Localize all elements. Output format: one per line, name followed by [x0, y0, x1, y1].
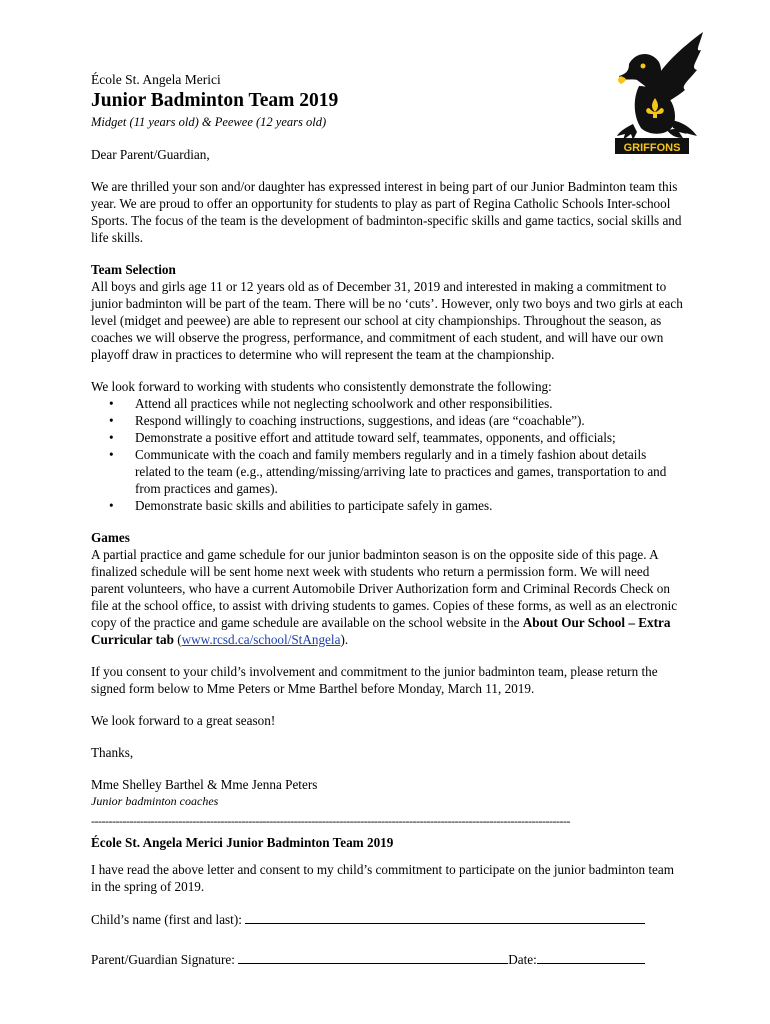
signature-label: Parent/Guardian Signature: [91, 952, 239, 967]
form-consent: I have read the above letter and consent to my child’s commitment to participate on the junior badminton team in the spring of 2019. [91, 862, 675, 894]
letter-body [91, 146, 683, 982]
games-heading: Games [91, 530, 130, 545]
list-item: • Respond willingly to coaching instructions, suggestions, and ideas (are “coachable”). [135, 412, 683, 429]
child-name-label: Child’s name (first and last): [91, 912, 246, 927]
list-item: • Communicate with the coach and family members regularly and in a timely fashion about details related to the team (e.g., attending/missing/arriving late to practices and games, transportation to and from practices and games). [135, 446, 683, 497]
team-selection-heading: Team Selection [91, 262, 176, 277]
consent-paragraph: If you consent to your child’s involvement and commitment to the junior badminton team, please return the signed form below to Mme Peters or Mme Barthel before Monday, March 11, 2019. [91, 664, 658, 696]
signature-field[interactable] [91, 950, 683, 968]
games-text: A partial practice and game schedule for our junior badminton season is on the opposite side of this page. A finalized schedule will be sent home next week with students who return a permission form. We will need parent volunteers, who have a current Automobile Driver Authorization form and Criminal Records Check on file at the school office, to assist with driving students to games. Copies of these forms, as well as an electronic copy of the practice and game schedule are available on the school website in the [91, 547, 678, 630]
griffons-logo [611, 28, 707, 156]
signatories: Mme Shelley Barthel & Mme Jenna Peters [91, 777, 318, 792]
school-name: École St. Angela Merici [91, 72, 221, 87]
page-subtitle: Midget (11 years old) & Peewee (12 years old) [91, 115, 327, 129]
griffon-head [619, 54, 661, 90]
school-website-link[interactable]: www.rcsd.ca/school/StAngela [181, 632, 341, 647]
games-website-section: About Our School – Extra Curricular tab [91, 615, 671, 647]
logo-text: GRIFFONS [623, 142, 681, 154]
form-title: École St. Angela Merici Junior Badminton Team 2019 [91, 835, 394, 850]
child-name-field[interactable] [91, 910, 683, 928]
list-item: • Attend all practices while not neglecting schoolwork and other responsibilities. [135, 395, 683, 412]
games-link-close: ). [340, 632, 349, 647]
closing-line: We look forward to a great season! [91, 713, 276, 728]
page-title: Junior Badminton Team 2019 [91, 90, 339, 111]
date-blank[interactable] [537, 950, 645, 964]
team-selection-text: All boys and girls age 11 or 12 years old as of December 31, 2019 and interested in making a commitment to junior badminton will be part of the team. There will be no ‘cuts’. However, only two boys and two girls at each level (midget and peewee) are able to represent our school at city championships. Throughout the season, as coaches we will observe the progress, performance, and commitment of each student, and will have our own playoff draw in practices to determine who will represent the team at the championship. [91, 279, 683, 362]
signatory-role: Junior badminton coaches [91, 794, 219, 808]
games-section [91, 529, 683, 648]
list-item: • Demonstrate a positive effort and attitude toward self, teammates, opponents, and officials; [135, 429, 683, 446]
date-label: Date: [508, 952, 537, 967]
cut-line: ----------------------------------------------------------------------------------------------------------------------------------------- [91, 814, 570, 828]
games-link-open: ( [177, 632, 182, 647]
salutation: Dear Parent/Guardian, [91, 147, 210, 162]
signature-blank[interactable] [238, 950, 508, 964]
intro-paragraph: We are thrilled your son and/or daughter has expressed interest in being part of our Junior Badminton team this year. We are proud to offer an opportunity for students to play as part of Regina Catholic Schools Inter-school Sports. The focus of the team is the development of badminton-specific skills and game tactics, social skills and life skills. [91, 179, 682, 245]
list-item: • Demonstrate basic skills and abilities to participate safely in games. [135, 497, 683, 514]
child-name-blank[interactable] [245, 910, 645, 924]
team-selection-section [91, 261, 683, 363]
thanks-line: Thanks, [91, 745, 134, 760]
expectations-list [91, 395, 683, 514]
expectations-intro: We look forward to working with students who consistently demonstrate the following: [91, 379, 552, 394]
